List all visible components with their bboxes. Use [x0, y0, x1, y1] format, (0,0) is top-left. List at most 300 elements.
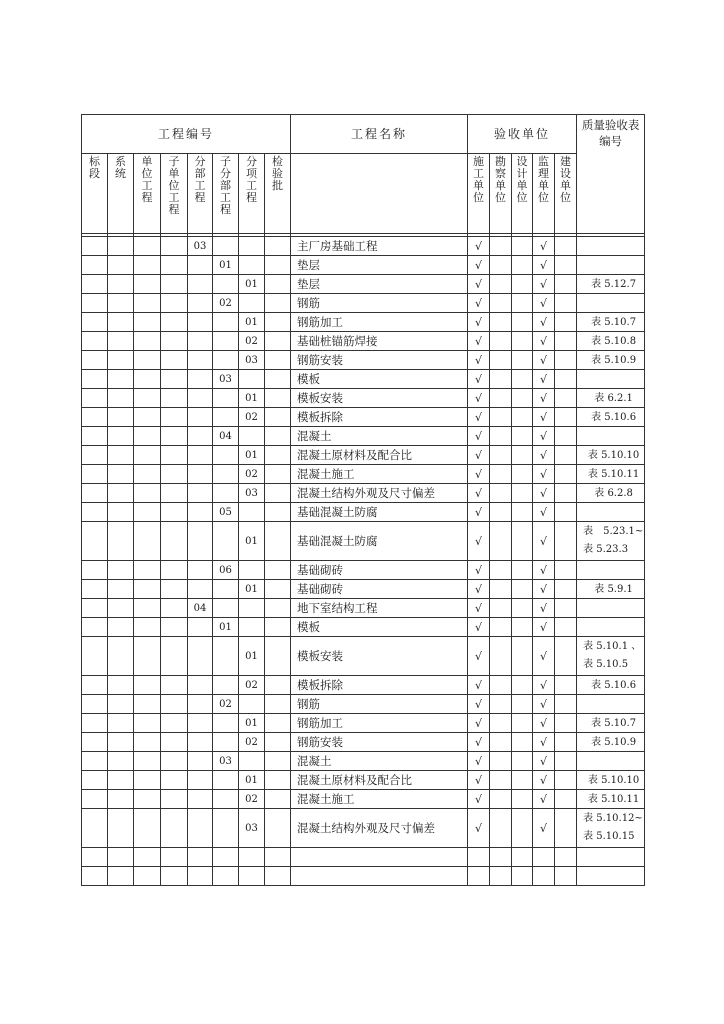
subdivision-code	[188, 294, 213, 313]
check-cell	[555, 427, 577, 446]
blank-cell	[134, 332, 161, 351]
check-cell	[555, 237, 577, 256]
batch-code	[265, 446, 291, 465]
check-cell	[555, 733, 577, 752]
check-cell: √	[468, 752, 490, 771]
blank-cell	[108, 351, 134, 370]
blank-cell	[82, 370, 108, 389]
check-cell: √	[468, 561, 490, 580]
subdivision-code	[188, 256, 213, 275]
check-cell: √	[468, 599, 490, 618]
batch-code	[265, 580, 291, 599]
blank-cell	[82, 714, 108, 733]
blank-cell	[108, 446, 134, 465]
item-code: 03	[239, 809, 265, 848]
blank-cell	[134, 580, 161, 599]
check-cell	[555, 294, 577, 313]
sub-header-3-label: 子单位工程	[168, 155, 180, 216]
table-row	[82, 313, 645, 332]
check-cell	[490, 733, 512, 752]
sub-subdivision-code	[213, 332, 239, 351]
item-code	[239, 256, 265, 275]
blank-cell	[134, 867, 161, 886]
check-cell: √	[533, 389, 555, 408]
project-name-cell	[291, 848, 468, 867]
form-no-cell	[577, 752, 645, 771]
blank-cell	[82, 351, 108, 370]
blank-cell	[134, 676, 161, 695]
form-no-cell	[577, 370, 645, 389]
check-cell: √	[468, 294, 490, 313]
blank-cell	[134, 714, 161, 733]
check-cell	[490, 370, 512, 389]
check-cell	[490, 599, 512, 618]
blank-cell	[134, 427, 161, 446]
batch-code	[265, 599, 291, 618]
sub-subdivision-code	[213, 676, 239, 695]
project-no-header: 工程编号	[82, 115, 291, 154]
batch-code	[265, 714, 291, 733]
check-cell	[490, 275, 512, 294]
blank-cell	[161, 256, 188, 275]
check-cell: √	[533, 618, 555, 637]
check-cell	[512, 294, 533, 313]
check-cell	[490, 771, 512, 790]
form-no-line: 表 5.10.5	[583, 659, 629, 670]
check-cell	[555, 618, 577, 637]
blank-cell	[82, 408, 108, 427]
project-name-cell: 基础砌砖	[291, 561, 468, 580]
blank-cell	[82, 332, 108, 351]
check-cell	[512, 867, 533, 886]
sub-header-2	[134, 154, 161, 234]
form-no-cell: 表 6.2.8	[577, 484, 645, 503]
batch-code	[265, 313, 291, 332]
check-cell	[490, 256, 512, 275]
blank-cell	[161, 427, 188, 446]
form-no-cell	[577, 427, 645, 446]
blank-cell	[134, 503, 161, 522]
check-cell	[555, 809, 577, 848]
subdivision-code	[188, 771, 213, 790]
check-cell: √	[533, 427, 555, 446]
check-cell	[512, 848, 533, 867]
header-row	[82, 115, 645, 154]
form-no-cell: 表 5.10.9	[577, 733, 645, 752]
blank-cell	[161, 676, 188, 695]
check-cell: √	[468, 771, 490, 790]
batch-code	[265, 809, 291, 848]
subdivision-code	[188, 637, 213, 676]
check-cell: √	[468, 676, 490, 695]
blank-cell	[134, 389, 161, 408]
check-cell	[512, 351, 533, 370]
blank-cell	[108, 389, 134, 408]
unit-header-4-label: 建设单位	[560, 155, 572, 204]
check-cell: √	[533, 676, 555, 695]
sub-subdivision-code	[213, 237, 239, 256]
blank-cell	[82, 561, 108, 580]
check-cell: √	[468, 351, 490, 370]
blank-cell	[134, 408, 161, 427]
check-cell: √	[468, 733, 490, 752]
sub-subdivision-code	[213, 790, 239, 809]
check-cell	[555, 522, 577, 561]
check-cell	[555, 867, 577, 886]
sub-subdivision-code	[213, 771, 239, 790]
blank-cell	[161, 637, 188, 676]
blank-cell	[108, 714, 134, 733]
blank-cell	[82, 389, 108, 408]
blank-cell	[108, 427, 134, 446]
blank-cell	[82, 752, 108, 771]
check-cell: √	[468, 580, 490, 599]
project-name-cell: 混凝土	[291, 752, 468, 771]
check-cell	[490, 695, 512, 714]
blank-cell	[161, 446, 188, 465]
blank-cell	[82, 256, 108, 275]
subdivision-code	[188, 275, 213, 294]
form-no-cell: 表 5.12.7	[577, 275, 645, 294]
item-code: 01	[239, 389, 265, 408]
form-no-line: 表 5.23.3	[583, 544, 629, 555]
check-cell: √	[533, 237, 555, 256]
check-cell	[490, 522, 512, 561]
batch-code	[265, 465, 291, 484]
subdivision-code	[188, 351, 213, 370]
blank-cell	[108, 676, 134, 695]
subdivision-code	[188, 848, 213, 867]
table-row	[82, 771, 645, 790]
project-name-cell: 地下室结构工程	[291, 599, 468, 618]
blank-cell	[108, 695, 134, 714]
subdivision-code	[188, 790, 213, 809]
check-cell	[490, 237, 512, 256]
table-row	[82, 752, 645, 771]
sub-subdivision-code	[213, 809, 239, 848]
sub-subdivision-code	[213, 313, 239, 332]
blank-cell	[161, 370, 188, 389]
table-row	[82, 275, 645, 294]
check-cell: √	[533, 313, 555, 332]
sub-subdivision-code: 01	[213, 256, 239, 275]
check-cell	[555, 848, 577, 867]
check-cell	[555, 695, 577, 714]
project-name-cell: 基础桩锚筋焊接	[291, 332, 468, 351]
project-name-cell: 混凝土结构外观及尺寸偏差	[291, 484, 468, 503]
check-cell	[490, 752, 512, 771]
batch-code	[265, 256, 291, 275]
sub-header-7	[265, 154, 291, 234]
check-cell: √	[468, 484, 490, 503]
project-name-cell: 混凝土原材料及配合比	[291, 771, 468, 790]
check-cell	[490, 848, 512, 867]
check-cell: √	[468, 503, 490, 522]
check-cell	[512, 809, 533, 848]
sub-header-4	[188, 154, 213, 234]
sub-subdivision-code: 03	[213, 752, 239, 771]
check-cell: √	[468, 465, 490, 484]
check-cell	[490, 676, 512, 695]
sub-header-6-label: 分项工程	[246, 155, 257, 204]
sub-header-6	[239, 154, 265, 234]
check-cell	[512, 790, 533, 809]
sub-subdivision-code	[213, 484, 239, 503]
check-cell	[512, 714, 533, 733]
check-cell: √	[533, 275, 555, 294]
blank-cell	[82, 599, 108, 618]
subdivision-code	[188, 332, 213, 351]
project-name-cell: 混凝土施工	[291, 465, 468, 484]
batch-code	[265, 561, 291, 580]
sub-subdivision-code	[213, 848, 239, 867]
blank-cell	[82, 848, 108, 867]
subdivision-code	[188, 676, 213, 695]
project-name-cell: 钢筋	[291, 695, 468, 714]
project-name-cell: 钢筋加工	[291, 714, 468, 733]
batch-code	[265, 771, 291, 790]
subdivision-code	[188, 561, 213, 580]
item-code: 02	[239, 676, 265, 695]
blank-cell	[82, 484, 108, 503]
batch-code	[265, 294, 291, 313]
project-name-cell: 模板拆除	[291, 676, 468, 695]
check-cell	[512, 733, 533, 752]
blank-cell	[82, 618, 108, 637]
check-cell: √	[468, 618, 490, 637]
batch-code	[265, 867, 291, 886]
blank-cell	[161, 332, 188, 351]
unit-header-0	[468, 154, 490, 234]
check-cell: √	[468, 332, 490, 351]
sub-header-5-label: 子分部工程	[220, 155, 231, 216]
check-cell	[490, 561, 512, 580]
table-row	[82, 599, 645, 618]
item-code	[239, 695, 265, 714]
blank-cell	[161, 695, 188, 714]
item-code	[239, 752, 265, 771]
table-row	[82, 446, 645, 465]
subdivision-code	[188, 809, 213, 848]
blank-cell	[134, 370, 161, 389]
sub-header-1	[108, 154, 134, 234]
blank-cell	[134, 256, 161, 275]
check-cell: √	[533, 294, 555, 313]
sub-subdivision-code: 05	[213, 503, 239, 522]
check-cell: √	[533, 733, 555, 752]
check-cell	[555, 484, 577, 503]
check-cell	[512, 465, 533, 484]
check-cell: √	[468, 446, 490, 465]
project-name-cell: 钢筋加工	[291, 313, 468, 332]
blank-cell	[134, 351, 161, 370]
form-no-cell: 表 5.10.10	[577, 771, 645, 790]
batch-code	[265, 618, 291, 637]
check-cell: √	[533, 599, 555, 618]
check-cell	[555, 599, 577, 618]
table-row	[82, 561, 645, 580]
blank-cell	[134, 618, 161, 637]
check-cell: √	[468, 714, 490, 733]
unit-header-0-label: 施工单位	[473, 155, 485, 204]
table-row	[82, 465, 645, 484]
blank-cell	[108, 580, 134, 599]
blank-cell	[82, 867, 108, 886]
check-cell	[490, 313, 512, 332]
blank-cell	[108, 484, 134, 503]
blank-cell	[161, 752, 188, 771]
check-cell	[512, 313, 533, 332]
form-no-cell	[577, 809, 645, 848]
subdivision-code	[188, 313, 213, 332]
blank-cell	[108, 522, 134, 561]
check-cell	[512, 332, 533, 351]
check-cell	[555, 332, 577, 351]
table-row	[82, 714, 645, 733]
item-code: 02	[239, 790, 265, 809]
item-code: 01	[239, 714, 265, 733]
blank-cell	[134, 446, 161, 465]
batch-code	[265, 351, 291, 370]
project-name-cell: 模板安装	[291, 637, 468, 676]
sub-header-2-label: 单位工程	[141, 155, 153, 204]
table-row	[82, 676, 645, 695]
sub-header-1-label: 系统	[115, 155, 126, 180]
project-name-cell: 模板	[291, 618, 468, 637]
check-cell	[512, 580, 533, 599]
check-cell	[555, 752, 577, 771]
sub-subdivision-code: 02	[213, 294, 239, 313]
blank-cell	[82, 465, 108, 484]
subdivision-code	[188, 714, 213, 733]
batch-code	[265, 790, 291, 809]
check-cell	[512, 408, 533, 427]
blank-cell	[134, 522, 161, 561]
sub-subdivision-code	[213, 465, 239, 484]
check-cell	[490, 637, 512, 676]
check-cell	[490, 408, 512, 427]
project-name-cell: 垫层	[291, 275, 468, 294]
check-cell: √	[468, 389, 490, 408]
table-row	[82, 484, 645, 503]
blank-cell	[161, 867, 188, 886]
check-cell	[533, 848, 555, 867]
batch-code	[265, 503, 291, 522]
form-no-cell	[577, 522, 645, 561]
sub-header-3	[161, 154, 188, 234]
check-cell	[555, 389, 577, 408]
blank-cell	[82, 522, 108, 561]
sub-subdivision-code: 06	[213, 561, 239, 580]
check-cell: √	[533, 351, 555, 370]
blank-cell	[134, 294, 161, 313]
check-cell	[490, 446, 512, 465]
item-code: 01	[239, 637, 265, 676]
check-cell	[468, 848, 490, 867]
check-cell	[555, 408, 577, 427]
subdivision-code	[188, 580, 213, 599]
check-cell	[468, 867, 490, 886]
blank-cell	[134, 484, 161, 503]
form-no-cell: 表 6.2.1	[577, 389, 645, 408]
item-code: 01	[239, 580, 265, 599]
table-row	[82, 637, 645, 676]
batch-code	[265, 752, 291, 771]
blank-cell	[82, 294, 108, 313]
project-name-cell: 基础混凝土防腐	[291, 522, 468, 561]
blank-cell	[108, 561, 134, 580]
item-code: 01	[239, 771, 265, 790]
batch-code	[265, 427, 291, 446]
check-cell	[512, 599, 533, 618]
table-row	[82, 522, 645, 561]
table-row	[82, 809, 645, 848]
blank-cell	[82, 580, 108, 599]
item-code	[239, 294, 265, 313]
form-no-cell	[577, 695, 645, 714]
check-cell	[490, 484, 512, 503]
blank-cell	[161, 503, 188, 522]
check-cell	[490, 427, 512, 446]
item-code: 01	[239, 313, 265, 332]
form-no-cell: 表 5.10.7	[577, 714, 645, 733]
batch-code	[265, 237, 291, 256]
blank-cell	[108, 752, 134, 771]
form-no-cell	[577, 294, 645, 313]
check-cell	[512, 561, 533, 580]
table-row	[82, 790, 645, 809]
table-row	[82, 733, 645, 752]
batch-code	[265, 637, 291, 676]
subdivision-code	[188, 733, 213, 752]
subdivision-code	[188, 695, 213, 714]
project-name-cell: 钢筋安装	[291, 351, 468, 370]
check-cell: √	[468, 427, 490, 446]
name-sub-header	[291, 154, 468, 234]
check-cell	[490, 867, 512, 886]
project-name-cell	[291, 867, 468, 886]
check-cell	[555, 465, 577, 484]
table-row	[82, 256, 645, 275]
blank-cell	[161, 522, 188, 561]
subdivision-code	[188, 389, 213, 408]
check-cell	[512, 522, 533, 561]
table-row	[82, 294, 645, 313]
project-name-cell: 钢筋	[291, 294, 468, 313]
check-cell: √	[468, 695, 490, 714]
batch-code	[265, 733, 291, 752]
form-no-cell	[577, 561, 645, 580]
check-cell: √	[468, 275, 490, 294]
check-cell	[555, 790, 577, 809]
unit-header-1-label: 勘察单位	[495, 155, 507, 204]
project-name-cell: 基础砌砖	[291, 580, 468, 599]
sub-subdivision-code: 03	[213, 370, 239, 389]
check-cell: √	[533, 809, 555, 848]
blank-cell	[108, 618, 134, 637]
item-code: 02	[239, 332, 265, 351]
form-no-cell: 表 5.10.6	[577, 408, 645, 427]
form-no-line: 表 5.10.12~	[583, 813, 643, 824]
check-cell	[512, 771, 533, 790]
check-cell	[555, 771, 577, 790]
form-no-cell	[577, 256, 645, 275]
sub-subdivision-code	[213, 275, 239, 294]
blank-cell	[161, 618, 188, 637]
check-cell	[555, 580, 577, 599]
check-cell	[512, 752, 533, 771]
form-no-cell: 表 5.10.10	[577, 446, 645, 465]
